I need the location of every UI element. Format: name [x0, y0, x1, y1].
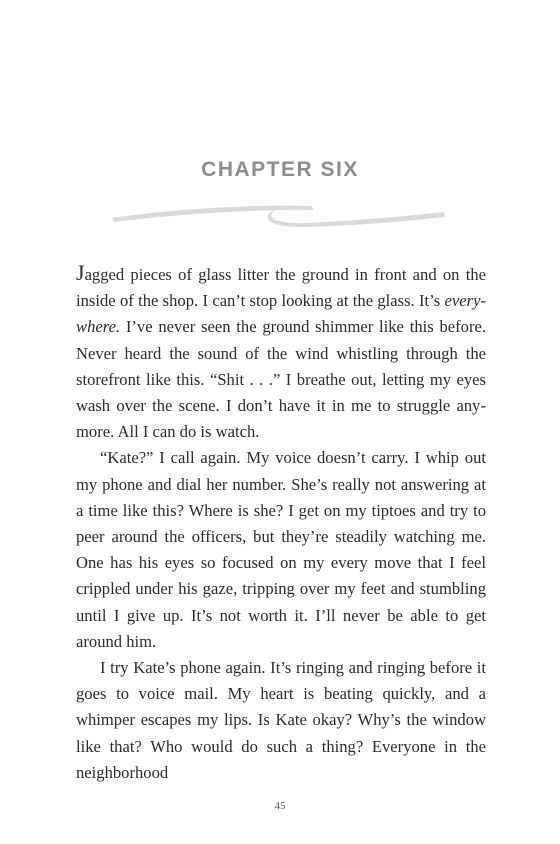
paragraph-3-text: I try Kate’s phone again. It’s ringing and ringing before it goes to voice mail. My heart is beating quickly, and a whimper escapes my lips. Is Kate okay? Why’s the window like that? Who would do such a thing? Everyone in the neighborhood: [76, 658, 486, 782]
paragraph-2: [76, 445, 486, 655]
chapter-body: [76, 262, 486, 786]
lead-letter: J: [76, 260, 85, 285]
paragraph-1-text-b: I’ve never seen the ground shimmer like this before. Never heard the sound of the wind whistling through the storefront like this. “Shit . . .” I breathe out, letting my eyes wash over the scene. I don’t have it in me to struggle anymore. All I can do is watch.: [76, 317, 486, 442]
paragraph-3: [76, 655, 486, 786]
chapter-title: CHAPTER SIX: [201, 158, 359, 181]
chapter-divider-swash: [106, 196, 452, 230]
paragraph-1: [76, 262, 486, 445]
paragraph-1-text-a: agged pieces of glass litter the ground in front and on the inside of the shop. I can’t stop looking at the glass. It’s: [76, 265, 486, 311]
paragraph-1-italic-word: everywhere.: [76, 291, 486, 337]
paragraph-2-text: “Kate?” I call again. My voice doesn’t carry. I whip out my phone and dial her number. She’s really not answering at a time like this? Where is she? I get on my tiptoes and try to peer around the officers, but they’re steadily watching me. One has his eyes so focused on my every move that I feel crippled under his gaze, tripping over my feet and stumbling until I give up. It’s not worth it. I’ll never be able to get around him.: [76, 448, 486, 651]
page-number: 45: [274, 800, 286, 812]
